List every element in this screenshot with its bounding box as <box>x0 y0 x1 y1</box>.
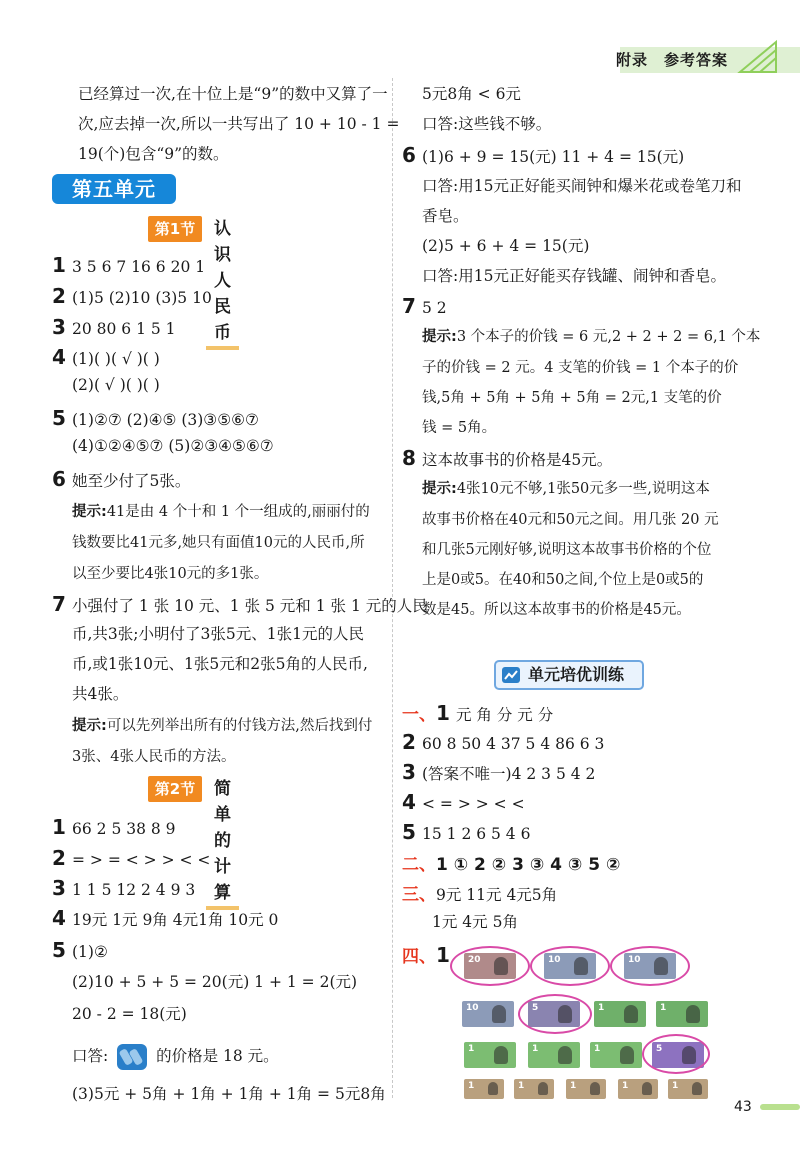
portrait-icon <box>590 1082 600 1095</box>
s1-q6-tip-1: 提示:41是由 4 个十和 1 个一组成的,丽丽付的 <box>72 504 370 520</box>
circle-mark <box>450 946 530 986</box>
banknote-denomination: 1 <box>518 1081 525 1091</box>
r-q8-tip-2: 故事书价格在40元和50元之间。用几张 20 元 <box>422 512 719 528</box>
t-r8: 四、1 <box>402 943 450 967</box>
s2-q4: 4 19元 1元 9角 4元1角 10元 0 <box>52 906 279 930</box>
r-q8-tip-4: 上是0或5。在40和50之间,个位上是0或5的 <box>422 572 704 588</box>
banknote-denomination: 1 <box>672 1081 679 1091</box>
banknote-denomination: 1 <box>532 1044 539 1054</box>
r-q8-tip-1: 提示:4张10元不够,1张50元多一些,说明这本 <box>422 481 710 497</box>
portrait-icon <box>624 1005 638 1023</box>
r-q6-ans-1: 口答:用15元正好能买闹钟和爆米花或卷笔刀和 <box>422 177 742 195</box>
footer-bar <box>760 1104 800 1110</box>
column-divider <box>392 78 393 1098</box>
banknote <box>618 1079 658 1099</box>
s1-q6-tip-3: 以至少要比4张10元的多1张。 <box>72 566 269 582</box>
right-cont-2: 口答:这些钱不够。 <box>422 115 552 133</box>
portrait-icon <box>494 1046 508 1064</box>
circle-mark <box>642 1034 710 1074</box>
banknote-denomination: 1 <box>622 1081 629 1091</box>
s1-q7-tip-1: 提示:可以先列举出所有的付钱方法,然后找到付 <box>72 718 373 734</box>
s1-q7-line3: 币,或1张10元、1张5元和2张5角的人民币, <box>72 655 368 673</box>
banknote <box>514 1079 554 1099</box>
t-r5: 5 15 1 2 6 5 4 6 <box>402 820 531 844</box>
s2-q1: 1 66 2 5 38 8 9 <box>52 815 176 839</box>
banknote-denomination: 5 <box>532 1003 539 1013</box>
circle-mark <box>610 946 690 986</box>
s2-q5: 5 (1)② <box>52 938 108 962</box>
t-r3: 3 (答案不唯一)4 2 3 5 4 2 <box>402 760 596 784</box>
pencil-sharpener-icon <box>115 1042 149 1072</box>
intro-line-1: 已经算过一次,在十位上是“9”的数中又算了一 <box>78 85 388 103</box>
banknote-denomination: 1 <box>468 1081 475 1091</box>
s1-q4-line2: (2)( √ )( )( ) <box>72 376 160 394</box>
header-decoration-icon <box>736 38 782 74</box>
s2-q5-answer: 口答: 的价格是 18 元。 <box>72 1042 279 1072</box>
s2-q5-line2: (2)10 + 5 + 5 = 20(元) 1 + 1 = 2(元) <box>72 973 358 991</box>
banknote <box>464 1079 504 1099</box>
t-r7-line2: 1元 4元 5角 <box>432 913 518 931</box>
s1-q7: 7 小强付了 1 张 10 元、1 张 5 元和 1 张 1 元的人民 <box>52 592 428 616</box>
banknote-denomination: 10 <box>548 955 561 965</box>
banknote <box>594 1001 646 1027</box>
r-q8-tip-5: 数是45。所以这本故事书的价格是45元。 <box>422 602 691 618</box>
portrait-icon <box>492 1005 506 1023</box>
s2-q5-line5: (3)5元 + 5角 + 1角 + 1角 + 1角 = 5元8角 <box>72 1085 386 1103</box>
s1-q4: 4 (1)( )( √ )( ) <box>52 345 160 369</box>
s1-q7-tip-2: 3张、4张人民币的方法。 <box>72 749 236 765</box>
t-r4: 4 < = > > < < <box>402 790 525 814</box>
s1-q5: 5 (1)②⑦ (2)④⑤ (3)③⑤⑥⑦ <box>52 406 259 430</box>
s1-q5-line2: (4)①②④⑤⑦ (5)②③④⑤⑥⑦ <box>72 437 274 455</box>
portrait-icon <box>538 1082 548 1095</box>
banknote-denomination: 10 <box>628 955 641 965</box>
r-q8: 8 这本故事书的价格是45元。 <box>402 446 613 470</box>
banknote <box>668 1079 708 1099</box>
r-q6-ans-2: 香皂。 <box>422 207 469 225</box>
s1-q7-line4: 共4张。 <box>72 685 129 703</box>
section-title: 简单的计算 <box>206 776 239 910</box>
section-tag: 第2节 <box>148 776 202 802</box>
banknote <box>528 1042 580 1068</box>
banknote-denomination: 5 <box>656 1044 663 1054</box>
s1-q3: 3 20 80 6 1 5 1 <box>52 315 176 339</box>
portrait-icon <box>620 1046 634 1064</box>
running-header <box>616 49 744 70</box>
t-r1: 一、1 元 角 分 元 分 <box>402 701 554 725</box>
training-title: 单元培优训练 <box>528 665 625 684</box>
banknote-denomination: 1 <box>598 1003 605 1013</box>
portrait-icon <box>692 1082 702 1095</box>
banknote-denomination: 1 <box>594 1044 601 1054</box>
chart-trend-icon <box>502 667 520 683</box>
r-q7-tip-3: 钱,5角 + 5角 + 5角 + 5角 = 2元,1 支笔的价 <box>422 390 722 406</box>
s1-q6-tip-2: 钱数要比41元多,她只有面值10元的人民币,所 <box>72 535 365 551</box>
s1-q6: 6 她至少付了5张。 <box>52 467 191 491</box>
appendix-label: 附录 <box>616 51 649 69</box>
page-number: 43 <box>734 1099 752 1115</box>
training-heading <box>494 660 644 690</box>
banknote <box>464 1042 516 1068</box>
right-cont-1: 5元8角 < 6元 <box>422 85 521 103</box>
portrait-icon <box>642 1082 652 1095</box>
s1-q1: 1 3 5 6 7 16 6 20 1 <box>52 253 206 277</box>
intro-line-3: 19(个)包含“9”的数。 <box>78 145 229 163</box>
banknote-denomination: 10 <box>466 1003 479 1013</box>
portrait-icon <box>488 1082 498 1095</box>
s2-q2: 2 = > = < > > < < <box>52 846 211 870</box>
banknote <box>462 1001 514 1027</box>
s1-q7-line2: 币,共3张;小明付了3张5元、1张1元的人民 <box>72 625 364 643</box>
r-q6-ans-3: 口答:用15元正好能买存钱罐、闹钟和香皂。 <box>422 267 726 285</box>
unit-title: 第五单元 <box>52 174 176 204</box>
portrait-icon <box>686 1005 700 1023</box>
banknote <box>656 1001 708 1027</box>
portrait-icon <box>558 1046 572 1064</box>
section-title: 认识人民币 <box>206 216 239 350</box>
r-q7-tip-2: 子的价钱 = 2 元。4 支笔的价钱 = 1 个本子的价 <box>422 360 739 376</box>
circle-mark <box>518 994 592 1034</box>
r-q7-tip-4: 钱 = 5角。 <box>422 420 497 436</box>
s2-q5-line3: 20 - 2 = 18(元) <box>72 1005 187 1023</box>
header-title: 参考答案 <box>664 51 729 69</box>
banknote <box>566 1079 606 1099</box>
circle-mark <box>530 946 610 986</box>
r-q7: 7 5 2 <box>402 294 447 318</box>
t-r6: 二、1 ① 2 ② 3 ③ 4 ③ 5 ② <box>402 855 621 875</box>
s2-q3: 3 1 1 5 12 2 4 9 3 <box>52 876 196 900</box>
banknote-denomination: 1 <box>468 1044 475 1054</box>
banknote-denomination: 20 <box>468 955 481 965</box>
r-q8-tip-3: 和几张5元刚好够,说明这本故事书价格的个位 <box>422 542 712 558</box>
t-r2: 2 60 8 50 4 37 5 4 86 6 3 <box>402 730 605 754</box>
r-q6-line2: (2)5 + 6 + 4 = 15(元) <box>422 237 590 255</box>
t-r7: 三、9元 11元 4元5角 <box>402 885 558 905</box>
r-q7-tip-1: 提示:3 个本子的价钱 = 6 元,2 + 2 + 2 = 6,1 个本 <box>422 329 761 345</box>
s1-q2: 2 (1)5 (2)10 (3)5 10 <box>52 284 212 308</box>
banknote <box>590 1042 642 1068</box>
section-tag: 第1节 <box>148 216 202 242</box>
intro-line-2: 次,应去掉一次,所以一共写出了 10 + 10 - 1 = <box>78 115 400 133</box>
banknote-denomination: 1 <box>660 1003 667 1013</box>
r-q6: 6 (1)6 + 9 = 15(元) 11 + 4 = 15(元) <box>402 143 685 167</box>
banknote-denomination: 1 <box>570 1081 577 1091</box>
